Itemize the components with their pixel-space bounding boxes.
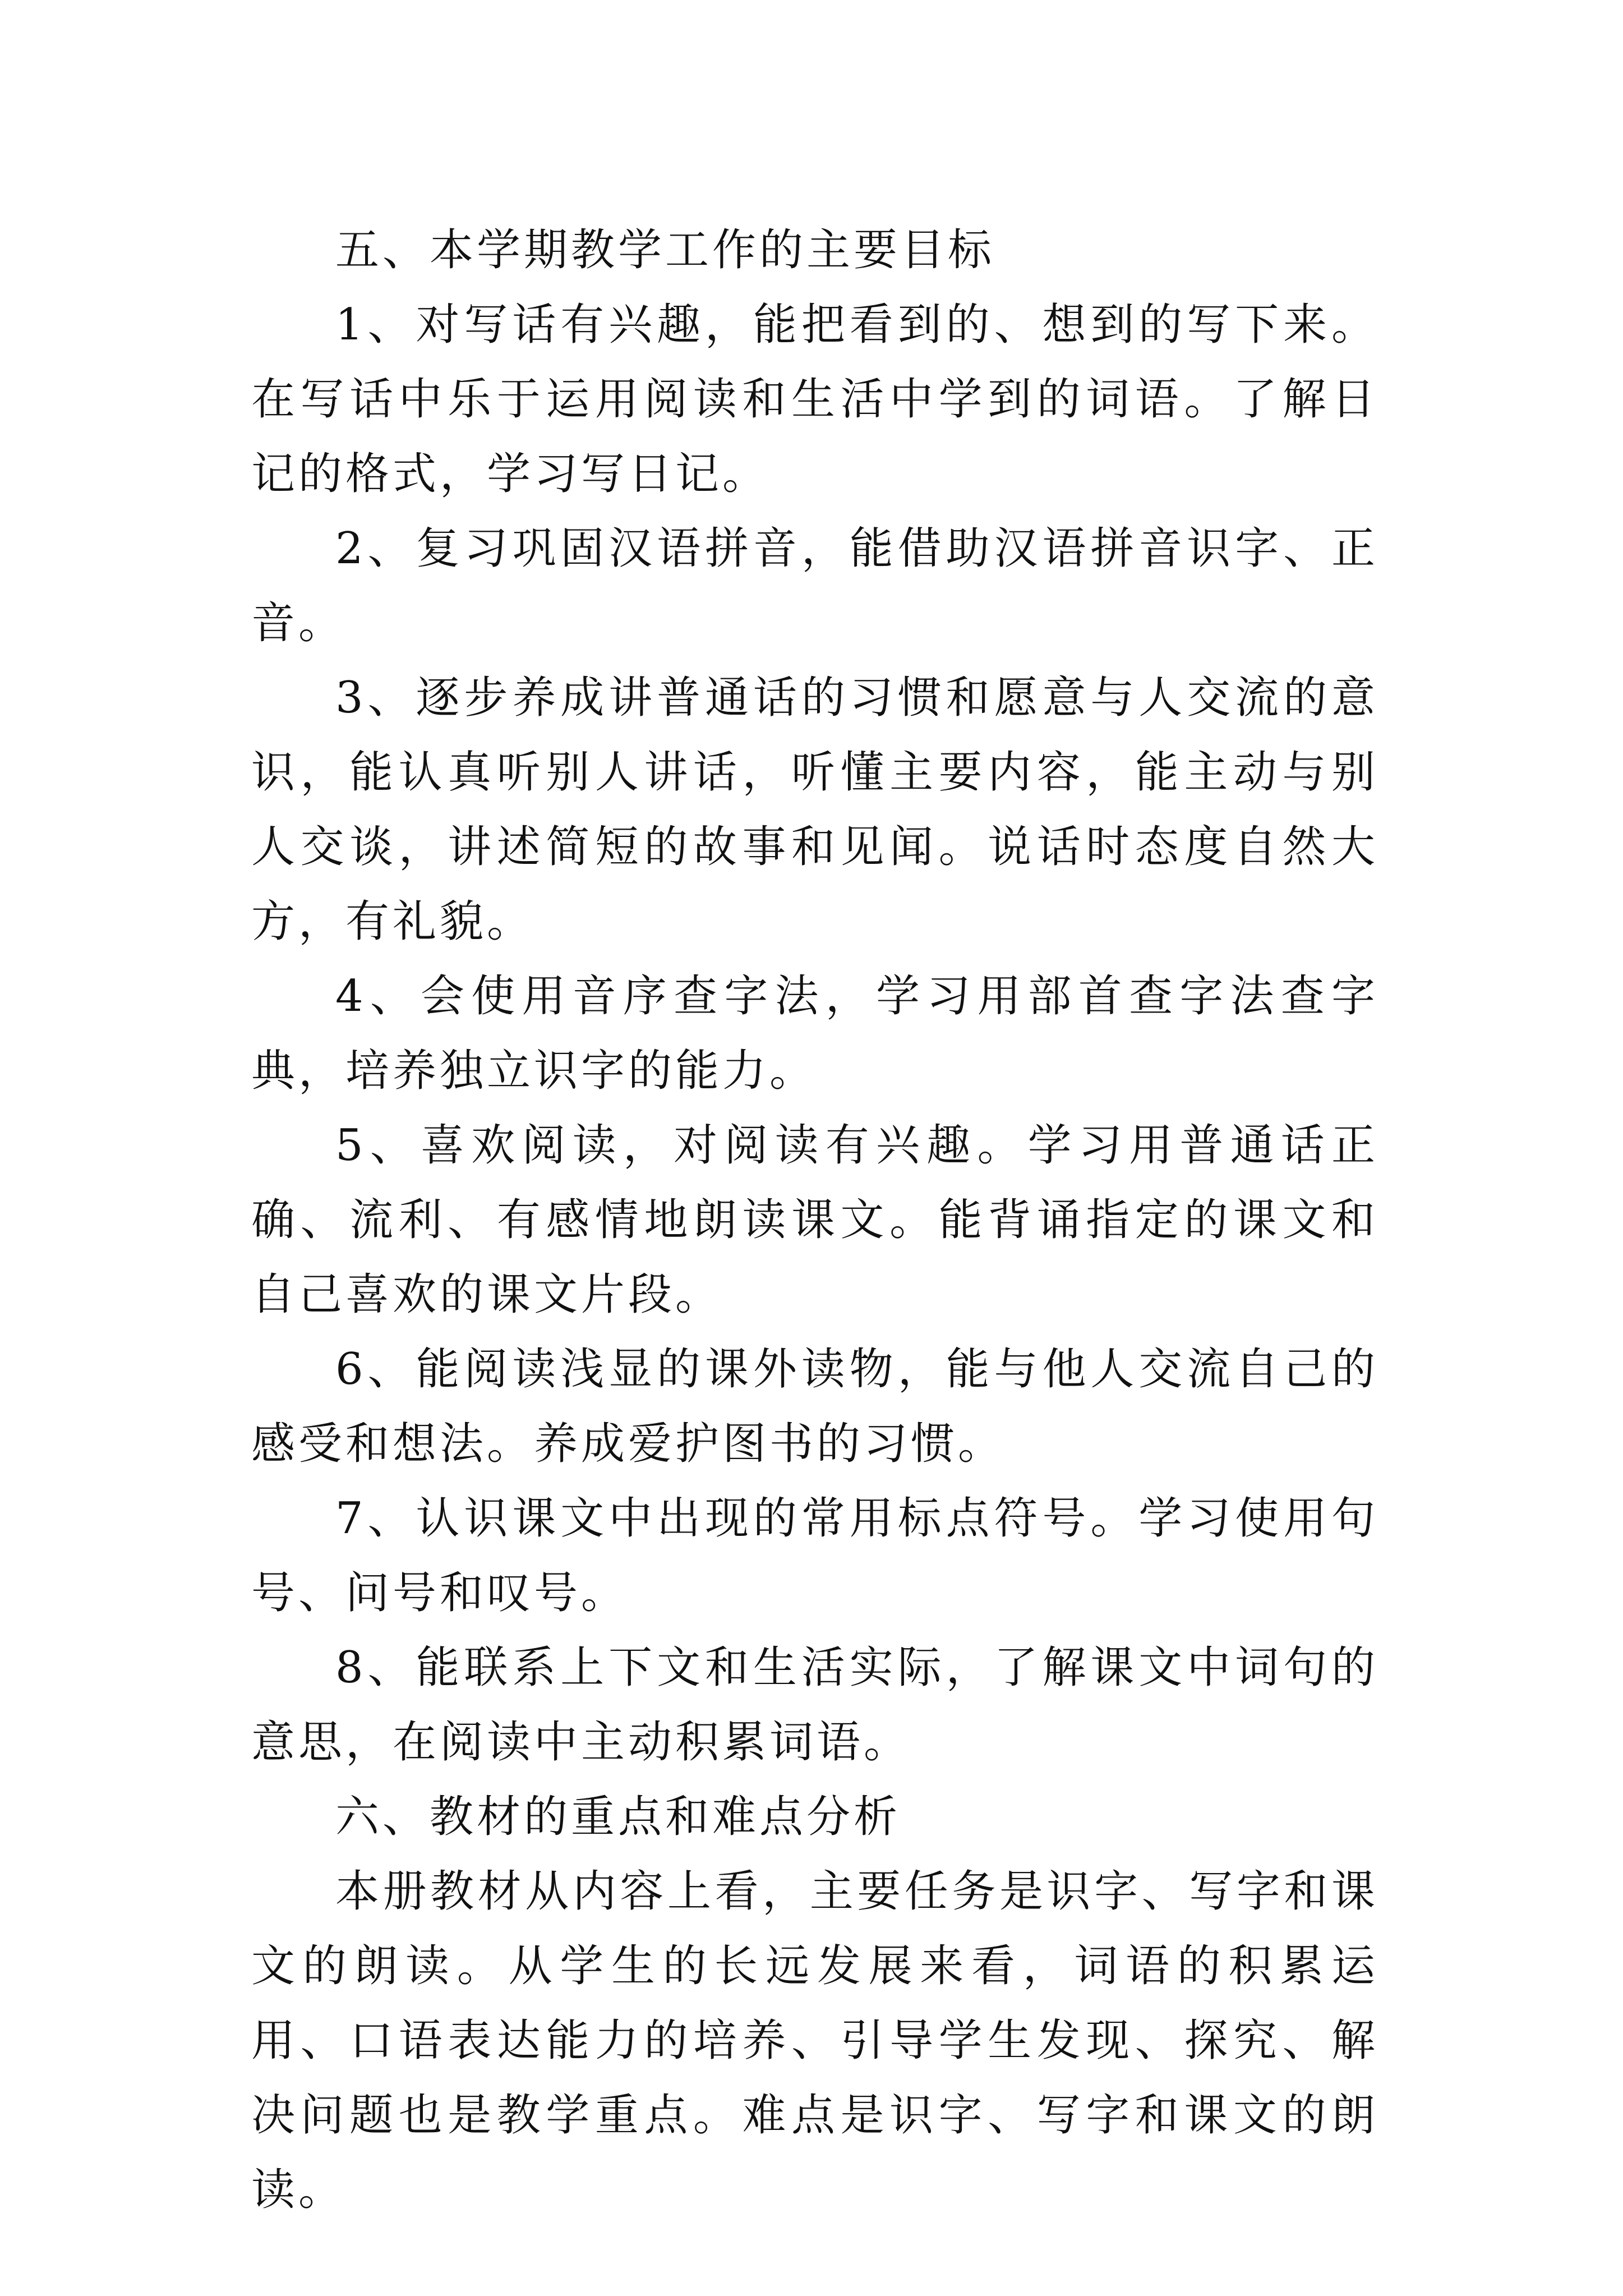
- goal-item-7: 7、认识课文中出现的常用标点符号。学习使用句号、问号和叹号。: [251, 1493, 1378, 1618]
- goal-item-2: 2、复习巩固汉语拼音，能借助汉语拼音识字、正音。: [251, 523, 1378, 648]
- document-body: [251, 213, 1378, 2228]
- section-heading-goals: 五、本学期教学工作的主要目标: [335, 225, 995, 275]
- goal-item-4: 4、会使用音序查字法，学习用部首查字法查字典，培养独立识字的能力。: [251, 971, 1378, 1096]
- section-heading-analysis: 六、教材的重点和难点分析: [335, 1792, 901, 1842]
- goal-item-1: 1、对写话有兴趣，能把看到的、想到的写下来。在写话中乐于运用阅读和生活中学到的词语。了解日记的格式，学习写日记。: [251, 300, 1378, 499]
- analysis-paragraph: 本册教材从内容上看，主要任务是识字、写字和课文的朗读。从学生的长远发展来看，词语的积累运用、口语表达能力的培养、引导学生发现、探究、解决问题也是教学重点。难点是识字、写字和课文的朗读。: [251, 1866, 1378, 2215]
- goal-item-6: 6、能阅读浅显的课外读物，能与他人交流自己的感受和想法。养成爱护图书的习惯。: [251, 1344, 1378, 1469]
- goal-item-5: 5、喜欢阅读，对阅读有兴趣。学习用普通话正确、流利、有感情地朗读课文。能背诵指定的课文和自己喜欢的课文片段。: [251, 1120, 1378, 1320]
- goal-item-3: 3、逐步养成讲普通话的习惯和愿意与人交流的意识，能认真听别人讲话，听懂主要内容，能主动与别人交谈，讲述简短的故事和见闻。说话时态度自然大方，有礼貌。: [251, 673, 1378, 947]
- goal-item-8: 8、能联系上下文和生活实际，了解课文中词句的意思，在阅读中主动积累词语。: [251, 1642, 1378, 1768]
